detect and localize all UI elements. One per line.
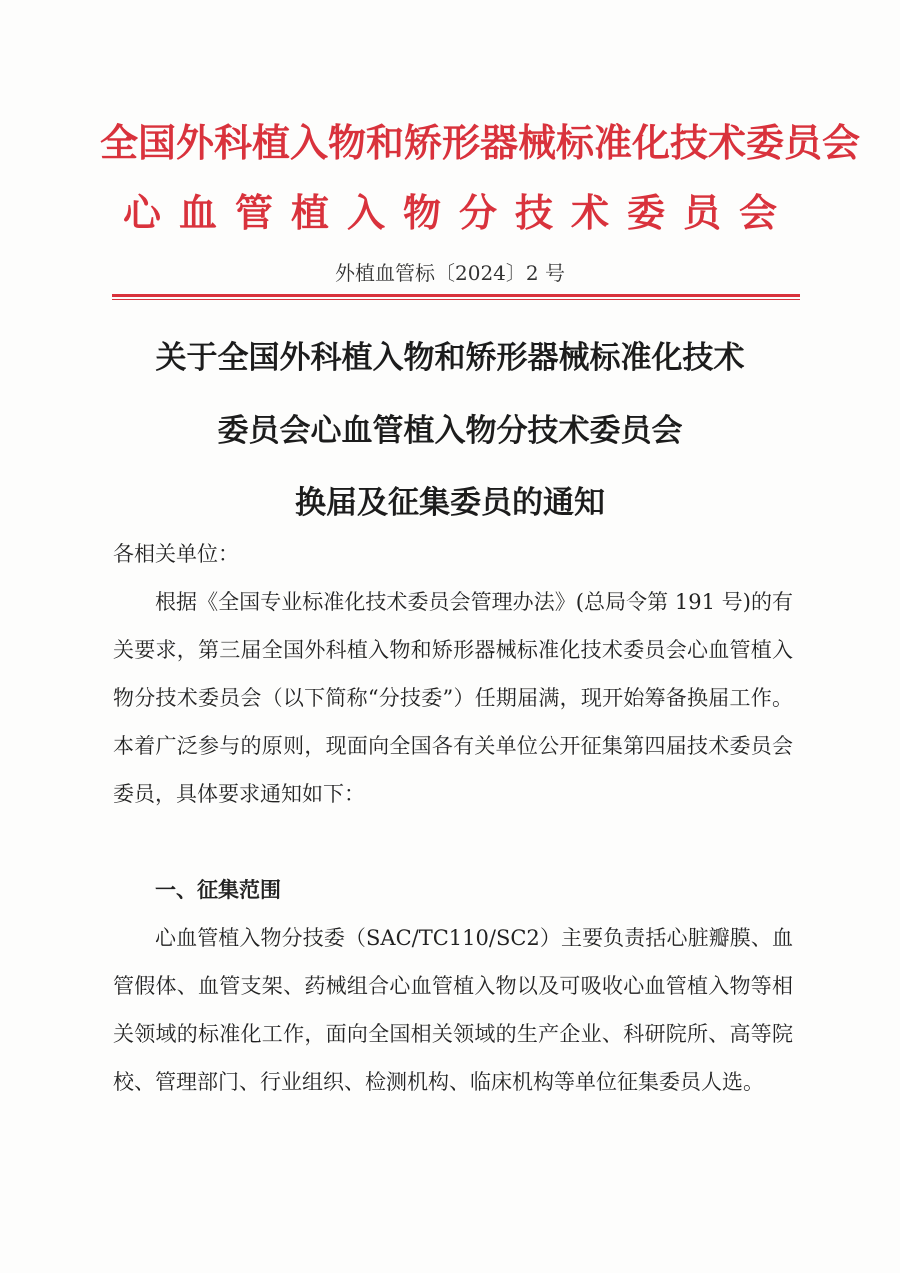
- notice-title-line3: 换届及征集委员的通知: [295, 485, 605, 521]
- letterhead-org-line2: 心血管植入物分技术委员会: [122, 191, 795, 235]
- salutation: 各相关单位：: [113, 542, 239, 566]
- paragraph-scope: 心血管植入物分技委（SAC/TC110/SC2）主要负责括心脏瓣膜、血管假体、血管支架、药械组合心血管植入物以及可吸收心血管植入物等相关领域的标准化工作，面向全国相关领域的生产企业、科研院所、高等院校、管理部门、行业组织、检测机构、临床机构等单位征集委员人选。: [113, 926, 793, 1094]
- notice-title-line2: 委员会心血管植入物分技术委员会: [217, 413, 683, 449]
- letterhead-divider-thick: [112, 294, 800, 297]
- notice-title-line1: 关于全国外科植入物和矫形器械标准化技术: [155, 340, 745, 376]
- letterhead-org-line1: 全国外科植入物和矫形器械标准化技术委员会: [100, 121, 861, 165]
- letterhead-divider-thin: [112, 299, 800, 300]
- section-heading-scope: 一、征集范围: [155, 878, 281, 902]
- document-number: 外植血管标〔2024〕2 号: [335, 261, 565, 285]
- paragraph-background: 根据《全国专业标准化技术委员会管理办法》(总局令第 191 号)的有关要求，第三届全国外科植入物和矫形器械标准化技术委员会心血管植入物分技术委员会（以下简称“分技委”）任期届满，现开始筹备换届工作。本着广泛参与的原则，现面向全国各有关单位公开征集第四届技术委员会委员，具体要求通知如下：: [113, 590, 793, 806]
